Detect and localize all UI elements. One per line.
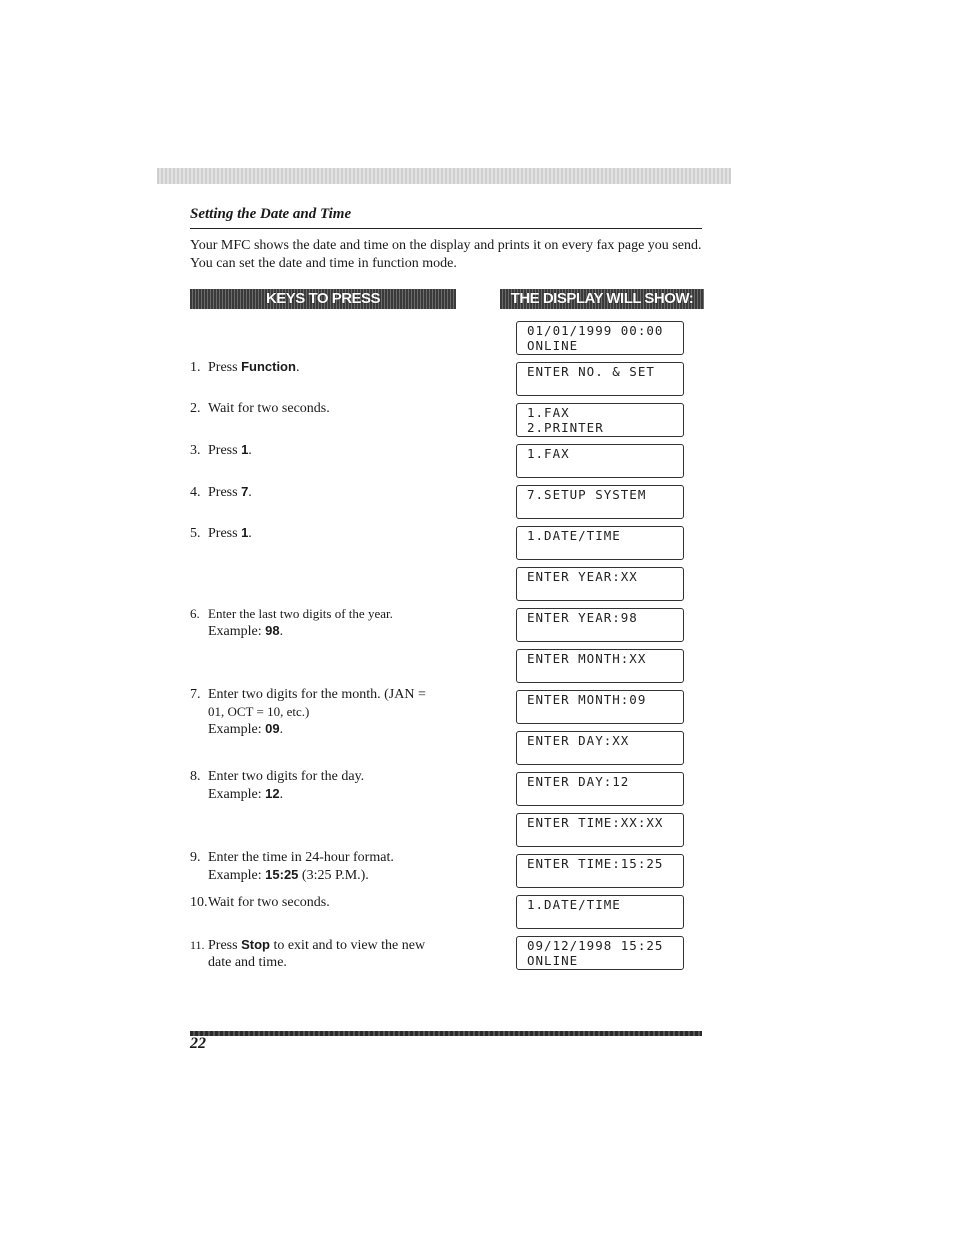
lcd-display: 1.DATE/TIME: [516, 895, 684, 929]
lcd-display: 7.SETUP SYSTEM: [516, 485, 684, 519]
key-7: 7: [241, 484, 249, 499]
intro-paragraph: Your MFC shows the date and time on the display and prints it on every fax page you send. You can set the date and time in function mode.: [190, 238, 702, 271]
lcd-display: ENTER TIME:15:25: [516, 854, 684, 888]
step-3: 3. Press 1.: [190, 442, 252, 458]
step-5: 5. Press 1.: [190, 525, 252, 541]
key-stop: Stop: [241, 937, 270, 952]
lcd-display: ENTER DAY:12: [516, 772, 684, 806]
step-10: 10.Wait for two seconds.: [190, 895, 330, 910]
step-6: 6. Enter the last two digits of the year. Example: 98.: [190, 606, 393, 639]
title-underline: [190, 228, 702, 229]
step-8: 8. Enter two digits for the day. Example: 12.: [190, 769, 365, 802]
step-1: 1. Press Function.: [190, 359, 300, 375]
step-11: 11. Press Stop to exit and to view the new date and time.: [190, 937, 426, 970]
key-1: 1: [241, 442, 249, 457]
key-1: 1: [241, 525, 249, 540]
lcd-display: 1.FAX: [516, 444, 684, 478]
lcd-display: 1.FAX 2.PRINTER: [516, 403, 684, 437]
keys-to-press-header: KEYS TO PRESS: [190, 289, 456, 309]
key-function: Function: [241, 359, 296, 374]
lcd-display: 09/12/1998 15:25 ONLINE: [516, 936, 684, 970]
step-4: 4. Press 7.: [190, 484, 252, 500]
lcd-display: ENTER DAY:XX: [516, 731, 684, 765]
display-will-show-header: THE DISPLAY WILL SHOW:: [500, 289, 704, 309]
step-7: 7. Enter two digits for the month. (JAN = 01, OCT = 10, etc.) Example: 09.: [190, 687, 426, 737]
lcd-display: ENTER YEAR:XX: [516, 567, 684, 601]
page-number: 22: [190, 1035, 206, 1052]
section-title: Setting the Date and Time: [190, 206, 352, 222]
footer-rule: [190, 1031, 702, 1036]
lcd-display: 1.DATE/TIME: [516, 526, 684, 560]
step-9: 9. Enter the time in 24-hour format. Example: 15:25 (3:25 P.M.).: [190, 850, 394, 883]
lcd-display: ENTER MONTH:XX: [516, 649, 684, 683]
lcd-display: 01/01/1999 00:00 ONLINE: [516, 321, 684, 355]
step-2: 2. Wait for two seconds.: [190, 401, 330, 416]
lcd-display: ENTER TIME:XX:XX: [516, 813, 684, 847]
top-decorative-bar: [157, 168, 731, 184]
lcd-display: ENTER YEAR:98: [516, 608, 684, 642]
lcd-display: ENTER NO. & SET: [516, 362, 684, 396]
lcd-display: ENTER MONTH:09: [516, 690, 684, 724]
